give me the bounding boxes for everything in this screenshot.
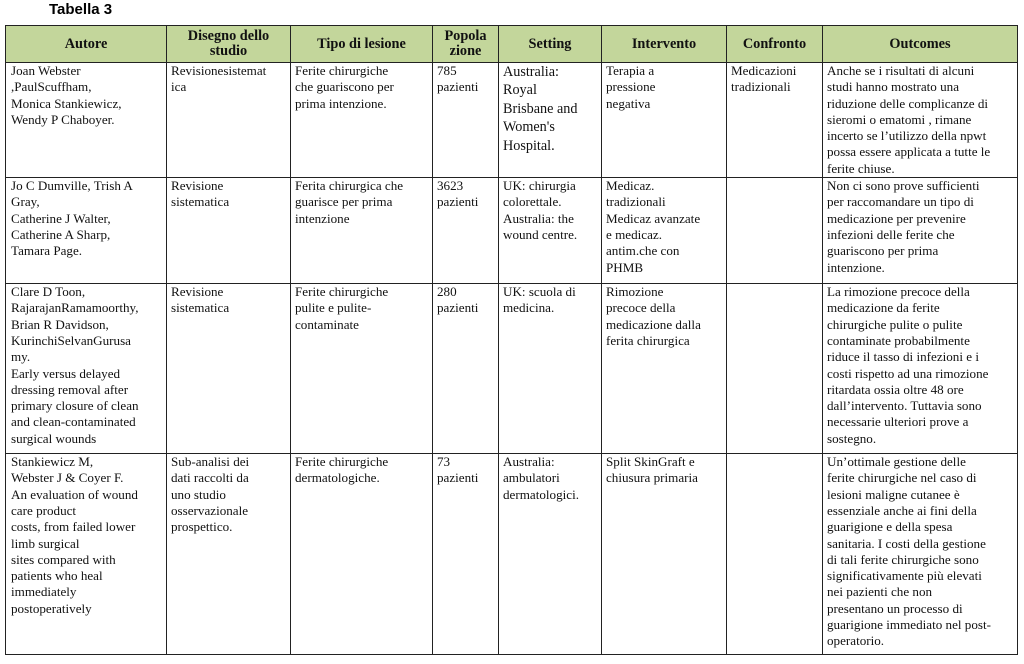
header-setting: Setting (499, 26, 602, 63)
literature-table (5, 25, 1018, 655)
cell-outcomes: Un’ottimale gestione delle ferite chirurgiche nel caso di lesioni maligne cutanee è essenziale anche ai fini della guarigione e della spesa sanitaria. I costi della gestione di tali ferite chirurgiche sono significativamente più elevati nei pazienti che non presentano un processo di guarigione immediato nel post- operatorio. (823, 454, 1018, 655)
header-autore: Autore (6, 26, 167, 63)
cell-popolazione: 785 pazienti (433, 63, 499, 178)
table-row (6, 454, 1018, 655)
table-row (6, 63, 1018, 178)
cell-intervento: Terapia a pressione negativa (602, 63, 727, 178)
cell-autore: Stankiewicz M, Webster J & Coyer F. An evaluation of wound care product costs, from failed lower limb surgical sites compared with patients who heal immediately postoperatively (6, 454, 167, 655)
cell-popolazione: 3623 pazienti (433, 178, 499, 284)
cell-confronto (727, 454, 823, 655)
cell-setting: Australia: Royal Brisbane and Women's Hospital. (499, 63, 602, 178)
cell-popolazione: 280 pazienti (433, 284, 499, 454)
header-popolazione: Popola zione (433, 26, 499, 63)
cell-tipo: Ferite chirurgiche che guariscono per prima intenzione. (291, 63, 433, 178)
table-row (6, 178, 1018, 284)
cell-confronto: Medicazioni tradizionali (727, 63, 823, 178)
cell-intervento: Split SkinGraft e chiusura primaria (602, 454, 727, 655)
cell-setting: Australia: ambulatori dermatologici. (499, 454, 602, 655)
cell-setting: UK: chirurgia colorettale. Australia: the wound centre. (499, 178, 602, 284)
table-caption: Tabella 3 (49, 1, 113, 18)
cell-tipo: Ferite chirurgiche dermatologiche. (291, 454, 433, 655)
cell-outcomes: Anche se i risultati di alcuni studi hanno mostrato una riduzione delle complicanze di sieromi o ematomi , rimane incerto se l’utilizzo della npwt possa essere applicata a tutte le ferite chiuse. (823, 63, 1018, 178)
header-row (6, 26, 1018, 63)
header-intervento: Intervento (602, 26, 727, 63)
header-confronto: Confronto (727, 26, 823, 63)
cell-confronto (727, 284, 823, 454)
cell-setting: UK: scuola di medicina. (499, 284, 602, 454)
cell-popolazione: 73 pazienti (433, 454, 499, 655)
cell-tipo: Ferite chirurgiche pulite e pulite- contaminate (291, 284, 433, 454)
cell-autore: Joan Webster ,PaulScuffham, Monica Stankiewicz, Wendy P Chaboyer. (6, 63, 167, 178)
cell-intervento: Rimozione precoce della medicazione dalla ferita chirurgica (602, 284, 727, 454)
cell-disegno: Revisionesistemat ica (167, 63, 291, 178)
cell-outcomes: Non ci sono prove sufficienti per raccomandare un tipo di medicazione per prevenire infezioni delle ferite che guariscono per prima intenzione. (823, 178, 1018, 284)
cell-disegno: Sub-analisi dei dati raccolti da uno studio osservazionale prospettico. (167, 454, 291, 655)
cell-disegno: Revisione sistematica (167, 178, 291, 284)
cell-intervento: Medicaz. tradizionali Medicaz avanzate e medicaz. antim.che con PHMB (602, 178, 727, 284)
header-outcomes: Outcomes (823, 26, 1018, 63)
cell-disegno: Revisione sistematica (167, 284, 291, 454)
header-disegno-studio: Disegno dello studio (167, 26, 291, 63)
header-tipo-lesione: Tipo di lesione (291, 26, 433, 63)
cell-confronto (727, 178, 823, 284)
table-row (6, 284, 1018, 454)
cell-outcomes: La rimozione precoce della medicazione da ferite chirurgiche pulite o pulite contaminate probabilmente riduce il tasso di infezioni e i costi rispetto ad una rimozione ritardata ossia oltre 48 ore dall’intervento. Tuttavia sono necessarie ulteriori prove a sostegno. (823, 284, 1018, 454)
cell-autore: Jo C Dumville, Trish A Gray, Catherine J Walter, Catherine A Sharp, Tamara Page. (6, 178, 167, 284)
cell-tipo: Ferita chirurgica che guarisce per prima intenzione (291, 178, 433, 284)
cell-autore: Clare D Toon, RajarajanRamamoorthy, Brian R Davidson, KurinchiSelvanGurusa my. Early versus delayed dressing removal after primary closure of clean and clean-contaminated surgical wounds (6, 284, 167, 454)
